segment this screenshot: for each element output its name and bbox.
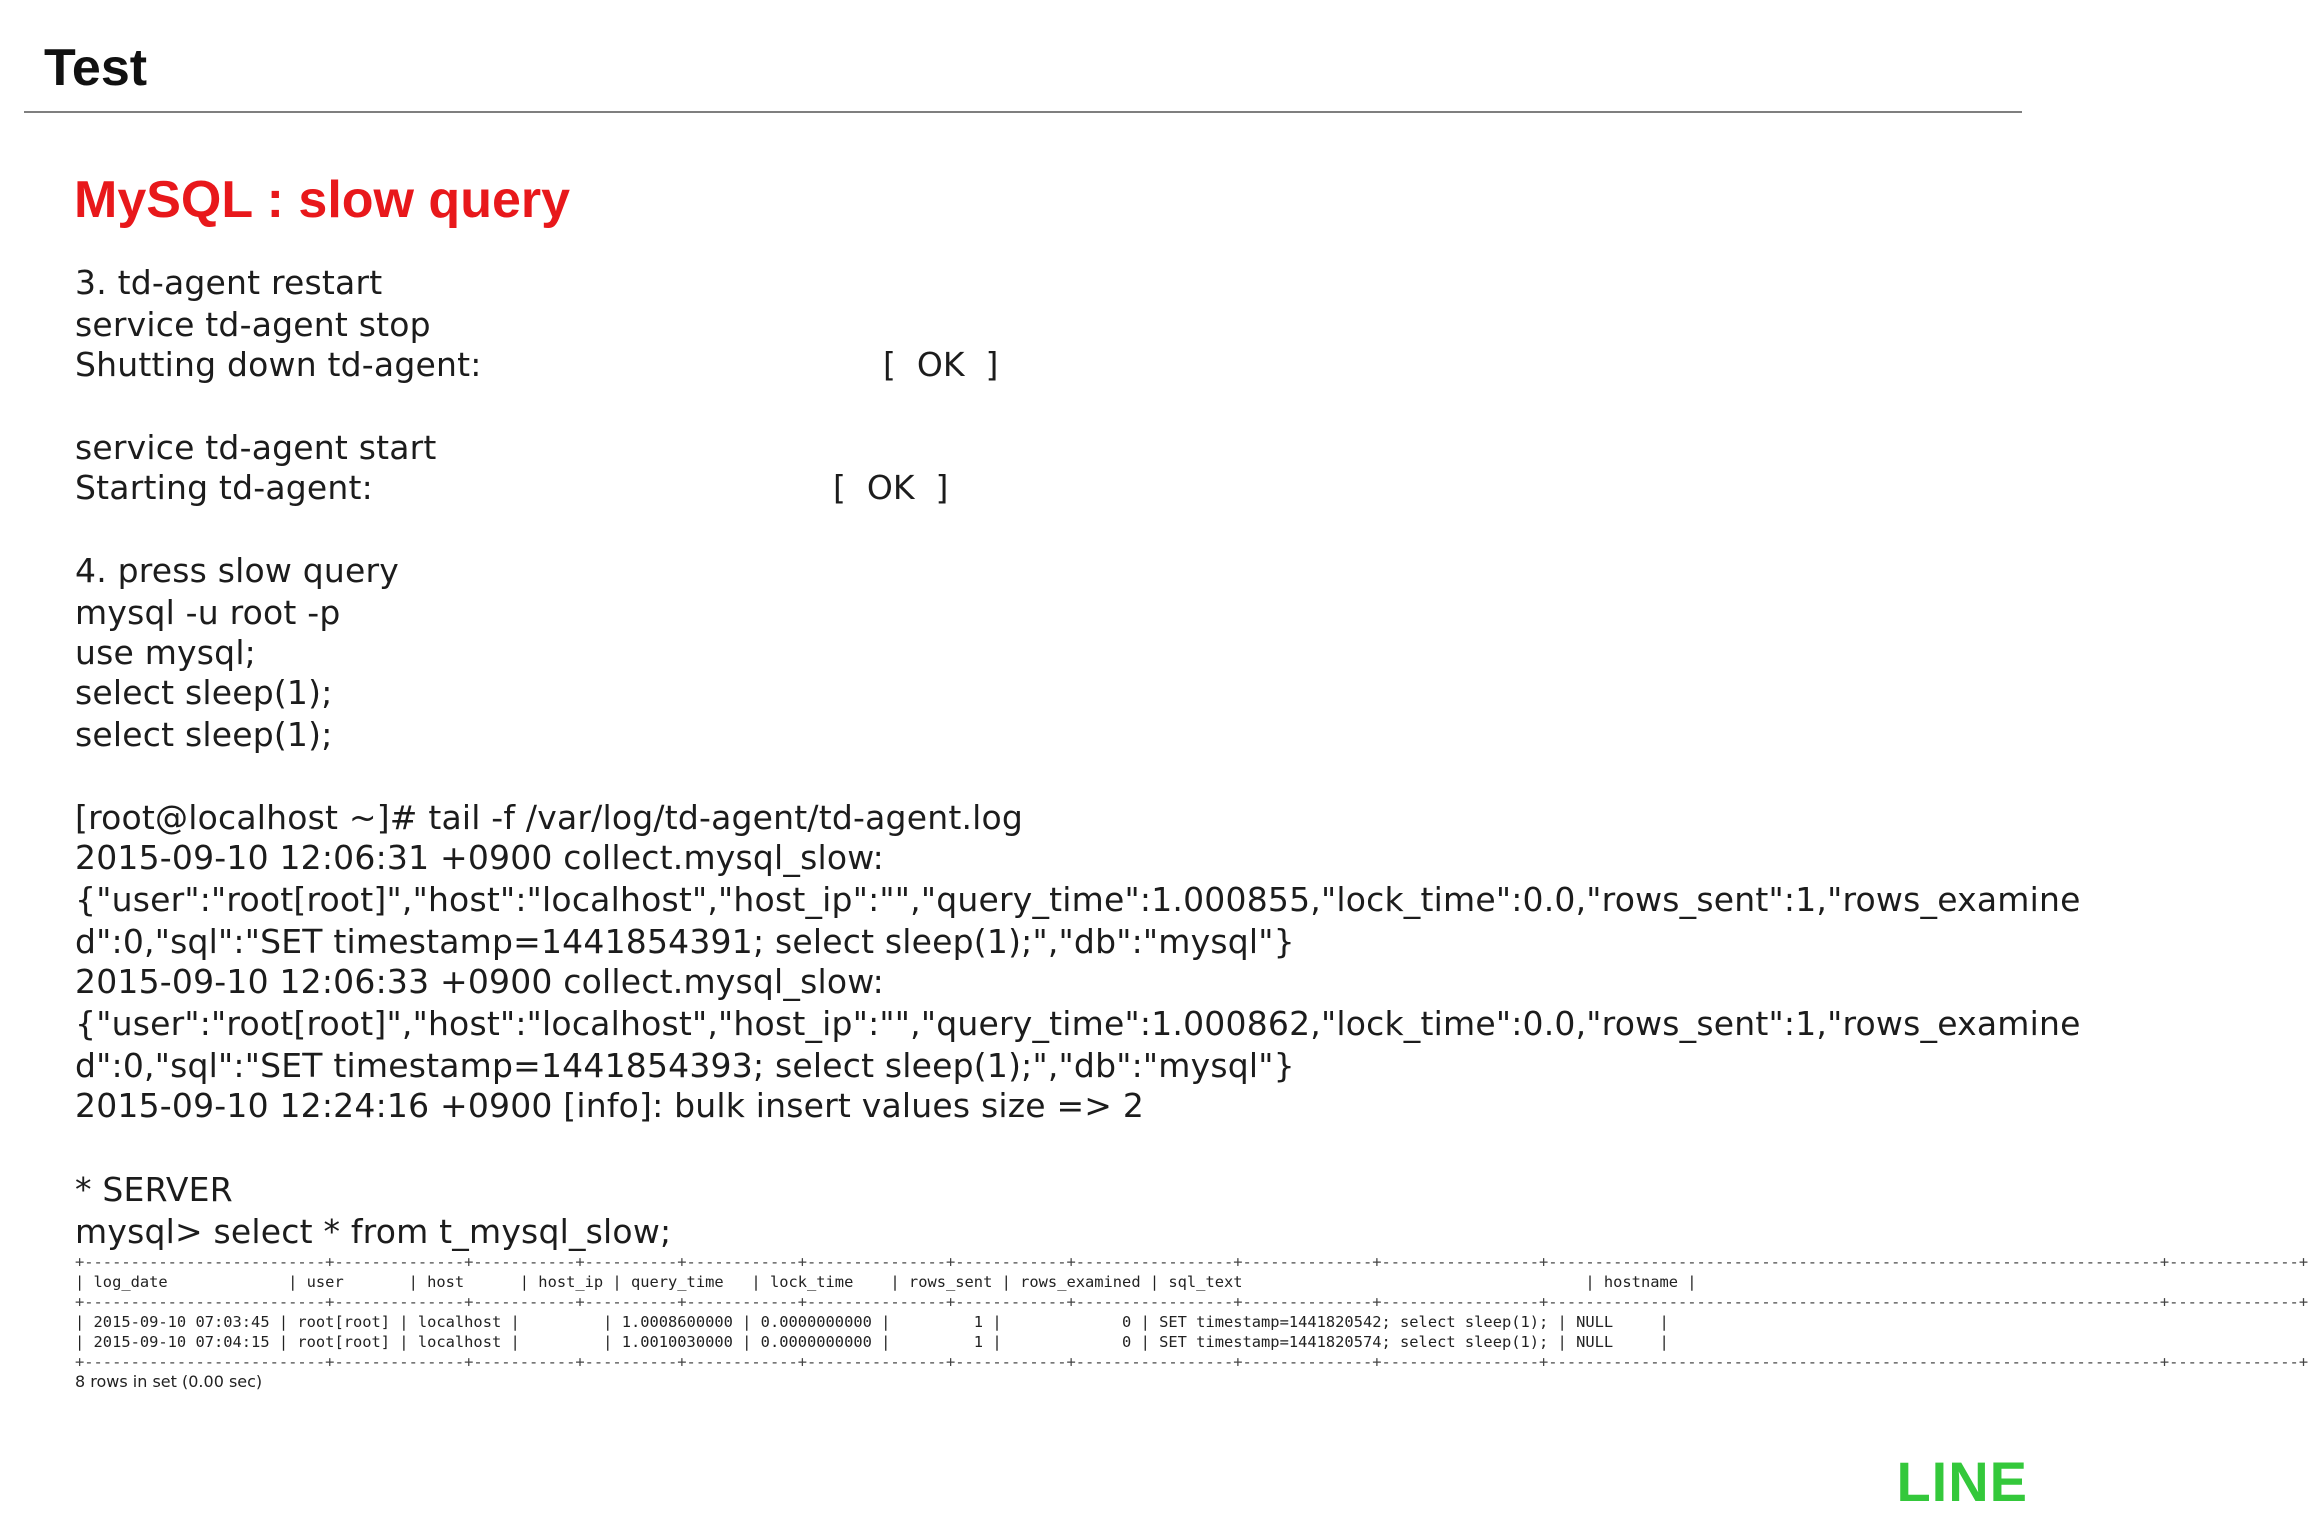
log-line-5: {"user":"root[root]","host":"localhost","host_ip":"","query_time":1.000862,"lock_time":0.0,"rows_sent":1,"rows_examine [75,1004,2081,1043]
mysql-login-command: mysql -u root -p [75,593,341,632]
log-line-4: 2015-09-10 12:06:33 +0900 collect.mysql_slow: [75,962,884,1001]
line-logo: LINE [1896,1450,2028,1513]
table-header-row: | log_date | user | host | host_ip | query_time | lock_time | rows_sent | rows_examined | sql_text | hostname | [75,1273,1697,1291]
query-result-table [75,1252,2308,1372]
sleep-command-1: select sleep(1); [75,673,333,712]
log-line-1: 2015-09-10 12:06:31 +0900 collect.mysql_slow: [75,838,884,877]
title-divider [24,111,2022,113]
server-header: * SERVER [75,1170,233,1209]
use-mysql-command: use mysql; [75,633,257,672]
section-heading: MySQL : slow query [74,171,571,229]
stop-command: service td-agent stop [75,305,431,344]
log-line-6: d":0,"sql":"SET timestamp=1441854393; select sleep(1);","db":"mysql"} [75,1046,1295,1085]
tail-command: [root@localhost ~]# tail -f /var/log/td-agent/td-agent.log [75,798,1024,837]
start-status: [ OK ] [833,468,949,507]
slide-title: Test [44,39,148,97]
table-separator: +--------------------------+--------------+-----------+----------+------------+---------------+------------+-----------------+--------------+-----------------+------------------------------------------------------------------+--------------+ [75,1353,2308,1371]
start-message: Starting td-agent: [75,468,373,507]
stop-message: Shutting down td-agent: [75,345,482,384]
log-line-2: {"user":"root[root]","host":"localhost","host_ip":"","query_time":1.000855,"lock_time":0.0,"rows_sent":1,"rows_examine [75,880,2081,919]
table-separator: +--------------------------+--------------+-----------+----------+------------+---------------+------------+-----------------+--------------+-----------------+------------------------------------------------------------------+--------------+ [75,1253,2308,1271]
table-row: | 2015-09-10 07:04:15 | root[root] | localhost | | 1.0010030000 | 0.0000000000 | 1 | 0 | SET timestamp=1441820574; select sleep(1); | NULL | [75,1333,1669,1351]
log-line-3: d":0,"sql":"SET timestamp=1441854391; select sleep(1);","db":"mysql"} [75,922,1295,961]
start-command: service td-agent start [75,428,437,467]
sleep-command-2: select sleep(1); [75,715,333,754]
table-row: | 2015-09-10 07:03:45 | root[root] | localhost | | 1.0008600000 | 0.0000000000 | 1 | 0 | SET timestamp=1441820542; select sleep(1); | NULL | [75,1313,1669,1331]
table-separator: +--------------------------+--------------+-----------+----------+------------+---------------+------------+-----------------+--------------+-----------------+------------------------------------------------------------------+--------------+ [75,1293,2308,1311]
step-restart-header: 3. td-agent restart [75,263,383,302]
rows-in-set-note: 8 rows in set (0.00 sec) [75,1372,263,1391]
server-query: mysql> select * from t_mysql_slow; [75,1212,672,1251]
step-press-header: 4. press slow query [75,551,400,590]
log-line-7: 2015-09-10 12:24:16 +0900 [info]: bulk insert values size => 2 [75,1086,1145,1125]
stop-status: [ OK ] [883,345,999,384]
